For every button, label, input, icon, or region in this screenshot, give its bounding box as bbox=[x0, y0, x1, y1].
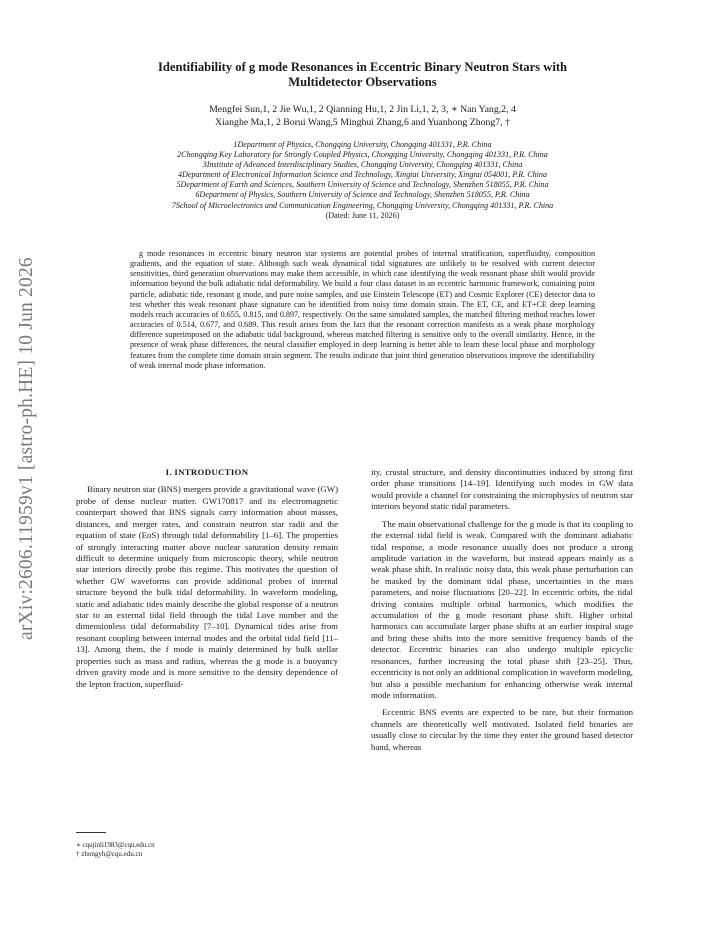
authors-line-1: Mengfei Sun,1, 2 Jie Wu,1, 2 Qianning Hu,1, 2 Jin Li,1, 2, 3, ∗ Nan Yang,2, 4 bbox=[209, 104, 516, 115]
footnotes bbox=[76, 841, 338, 860]
title-line-2: Multidetector Observations bbox=[288, 75, 437, 89]
right-column bbox=[371, 467, 633, 753]
affiliation-4: 4Department of Electronical Information Science and Technology, Xingtai University, Xingtai 054001, P.R. China bbox=[177, 170, 548, 180]
arxiv-identifier-sidebar[interactable]: arXiv:2606.11959v1 [astro-ph.HE] 10 Jun 2026 bbox=[16, 257, 37, 640]
title-line-1: Identifiability of g mode Resonances in Eccentric Binary Neutron Stars with bbox=[157, 60, 568, 74]
footnote-email-2[interactable]: † zhongyh@cqu.edu.cn bbox=[76, 850, 143, 859]
footnote-separator bbox=[76, 832, 106, 833]
affiliation-1: 1Department of Physics, Chongqing University, Chongqing 401331, P.R. China bbox=[233, 140, 492, 149]
affiliation-7: 7School of Microelectronics and Communication Engineering, Chongqing University, Chongqing 401331, P.R. China bbox=[171, 200, 554, 210]
paper-title bbox=[90, 60, 635, 90]
footnote-email-1[interactable]: ∗ cqujinli1983@cqu.edu.cn bbox=[76, 841, 155, 849]
affiliation-5: 5Department of Earth and Sciences, Southern University of Science and Technology, Shenzhen 518055, P.R. China bbox=[176, 180, 549, 190]
date-line: (Dated: June 11, 2026) bbox=[325, 210, 400, 220]
affiliation-3: 3Institute of Advanced Interdisciplinary Studies, Chongqing University, Chongqing 401331, China bbox=[202, 160, 523, 170]
body-paragraph: Eccentric BNS events are expected to be rare, but their formation channels are theoretically well motivated. Isolated field binaries are usually close to circular by the time they enter the ground based detector band, whereas bbox=[371, 707, 633, 752]
author-list bbox=[90, 104, 635, 129]
authors-line-2: Xianghe Ma,1, 2 Borui Wang,5 Minghui Zhang,6 and Yuanhong Zhong7, † bbox=[215, 116, 510, 128]
abstract-text: g mode resonances in eccentric binary neutron star systems are potential probes of internal stratification, superfluidity, composition gradients, and the equation of state. Although such weak dynamical tidal signatures are unlikely to be resolved with current detector sensitivities, third generation observations may make them accessible, in which case identifying the weak resonant phase shift would provide information beyond the bulk adiabatic tidal deformability. We build a four class dataset in an eccentric harmonic framework, containing point particle, adiabatic tide, resonant g mode, and pure noise samples, and use Einstein Telescope (ET) and Cosmic Explorer (CE) detector data to test whether this weak resonant phase signature can be identified from noisy time domain strain. The ET, CE, and ET+CE deep learning models reach accuracies of 0.655, 0.815, and 0.897, respectively. On the same simulated samples, the matched filtering method reaches lower accuracies of 0.514, 0.677, and 0.689. This result arises from the fact that the resonant correction manifests as a weak phase morphology difference superimposed on the adiabatic tidal background, whereas matched filtering is sensitive only to the overall similarity. Hence, in the presence of weak phase differences, the neural classifier employed in deep learning is better able to learn these local phase and morphology features from the complete time domain strain segment. The results indicate that joint third generation observations improve the identifiability of weak internal mode phase information. bbox=[130, 249, 595, 370]
abstract bbox=[130, 249, 595, 371]
body-paragraph: ity, crustal structure, and density discontinuities induced by strong first order phase transitions [14–19]. Identifying such modes in GW data would provide a channel for constraining the microphysics of neutron star interiors beyond static tidal parameters. bbox=[371, 467, 633, 512]
affiliation-list bbox=[70, 140, 655, 221]
body-paragraph: Binary neutron star (BNS) mergers provide a gravitational wave (GW) probe of dense nuclear matter. GW170817 and its electromagnetic counterpart showed that BNS signals carry information about masses, distances, and merger rates, and constrain neutron star radii and the equation of state (EoS) through tidal deformability [1–6]. The properties of strongly interacting matter above nuclear saturation density remain difficult to determine uniquely from microscopic theory, while neutron star interiors directly probe this regime. This motivates the question of whether GW waveforms can provide additional probes of internal structure beyond the bulk tidal deformability. In waveform modeling, static and adiabatic tides mainly describe the global response of a neutron star to an external tidal field through the tidal Love number and the dimensionless tidal deformability [7–10]. Dynamical tides arise from resonant coupling between internal modes and the orbital tidal field [11–13]. Among them, the f mode is mainly determined by bulk stellar properties such as mass and radius, whereas the g mode is a buoyancy driven gravity mode and is more sensitive to the density dependence of the lepton fraction, superfluid- bbox=[76, 484, 338, 689]
section-heading-introduction: I. INTRODUCTION bbox=[165, 467, 249, 477]
left-column bbox=[76, 467, 338, 690]
body-paragraph: The main observational challenge for the g mode is that its coupling to the external tidal field is weak. Compared with the dominant adiabatic tidal response, a mode resonance usually does not produce a strong amplitude variation in the waveform, but instead appears mainly as a weak phase shift. In realistic noisy data, this weak phase perturbation can be masked by the dominant tidal phase, uncertainties in the mass parameters, and noise fluctuations [20–22]. In eccentric orbits, the tidal driving contains multiple orbital harmonics, which modifies the accumulation of the g mode resonant phase shift. Higher orbital harmonics can accumulate larger phase shifts at an earlier inspiral stage and bring these shifts into the more sensitive frequency bands of the detector. Eccentric binaries can also undergo multiple epicyclic resonances, further increasing the total phase shift [23–25]. Thus, eccentricity is not only an additional complication in waveform modeling, but also a possible mechanism for enhancing otherwise weak internal mode information. bbox=[371, 518, 633, 701]
affiliation-6: 6Department of Physics, Southern University of Science and Technology, Shenzhen 518055, P.R. China bbox=[195, 190, 530, 200]
affiliation-2: 2Chongqing Key Laboratory for Strongly Coupled Physics, Chongqing University, Chongqing 401331, P.R. China bbox=[177, 150, 548, 160]
